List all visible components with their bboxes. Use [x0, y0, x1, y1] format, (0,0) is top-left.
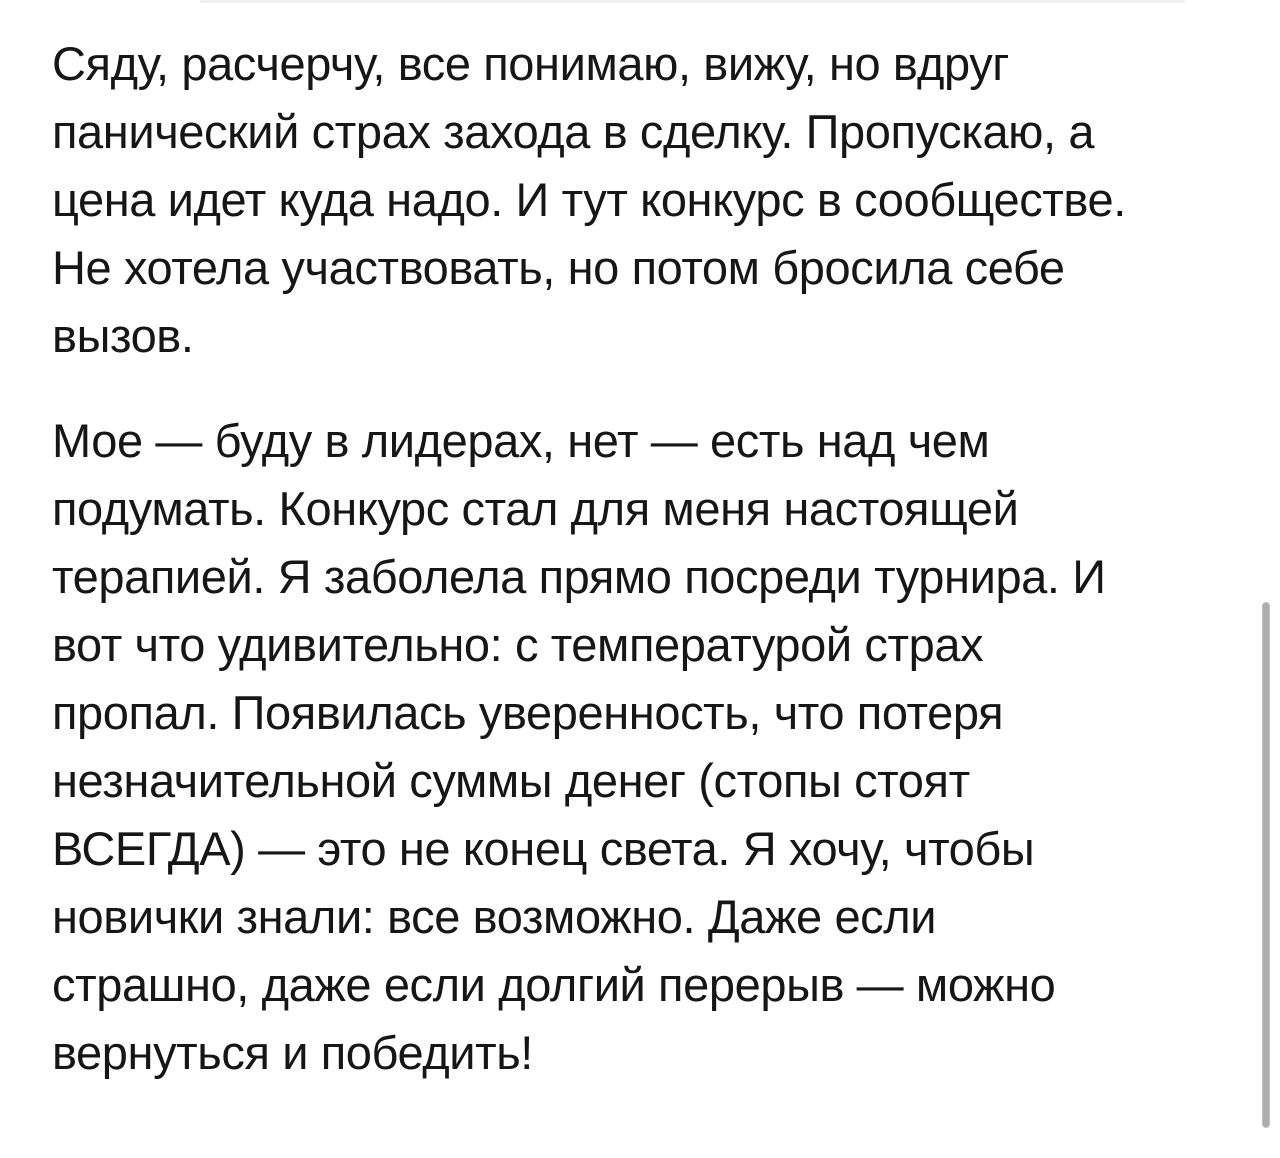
text-line: пропал. Появилась уверенность, что потеря	[52, 686, 1004, 739]
text-line: Мое — буду в лидерах, нет — есть над чем	[52, 414, 990, 467]
post-text-body	[52, 30, 1222, 1124]
text-line: терапией. Я заболела прямо посреди турнира. И	[52, 550, 1106, 603]
text-line: подумать. Конкурс стал для меня настоящей	[52, 482, 1019, 535]
text-line: новички знали: все возможно. Даже если	[52, 890, 937, 943]
text-line: вызов.	[52, 309, 194, 362]
text-line: ВСЕГДА) — это не конец света. Я хочу, чтобы	[52, 822, 1035, 875]
text-line: цена идет куда надо. И тут конкурс в сообществе.	[52, 173, 1126, 226]
paragraph-1	[52, 30, 1222, 370]
text-line: Сяду, расчерчу, все понимаю, вижу, но вдруг	[52, 37, 1010, 90]
top-edge-divider	[200, 0, 1185, 3]
text-line: панический страх захода в сделку. Пропускаю, а	[52, 105, 1095, 158]
vertical-scrollbar-thumb[interactable]	[1262, 602, 1270, 1128]
paragraph-2	[52, 407, 1222, 1087]
text-line: страшно, даже если долгий перерыв — можно	[52, 958, 1056, 1011]
text-line: незначительной суммы денег (стопы стоят	[52, 754, 970, 807]
text-line: Не хотела участвовать, но потом бросила себе	[52, 241, 1065, 294]
text-line: вот что удивительно: с температурой страх	[52, 618, 984, 671]
text-line: вернуться и победить!	[52, 1026, 533, 1079]
